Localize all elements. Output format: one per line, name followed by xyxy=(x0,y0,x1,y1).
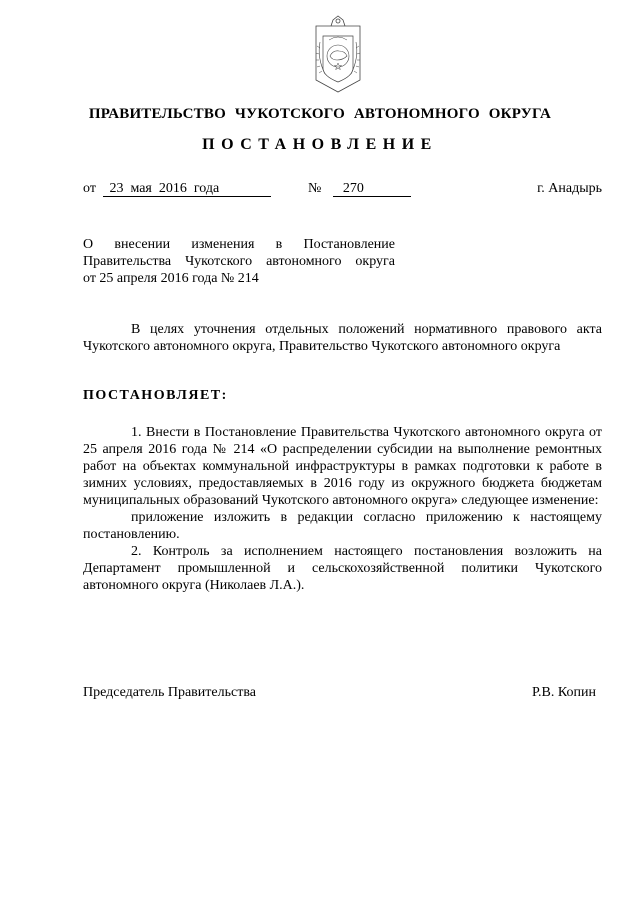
document-number: 270 xyxy=(333,181,411,197)
signature-name: Р.В. Копин xyxy=(532,685,596,700)
document-subject xyxy=(83,236,395,287)
number-row xyxy=(308,180,411,197)
document-place: г. Анадырь xyxy=(537,181,602,196)
item-1-subitem: приложение изложить в редакции согласно приложению к настоящему постановлению. xyxy=(83,510,602,542)
subject-line-1: О внесении изменения в Постановление xyxy=(83,237,395,252)
item-2: 2. Контроль за исполнением настоящего постановления возложить на Департамент промышленной и сельскохозяйственной политики Чукотского автономного округа (Николаев Л.А.). xyxy=(83,544,602,593)
date-row xyxy=(83,180,271,197)
item-1: 1. Внести в Постановление Правительства Чукотского автономного округа от 25 апреля 2016 года № 214 «О распределении субсидии на выполнение ремонтных работ на объектах коммунальной инфраструктуры в рамках подготовки к работе в зимних условиях, предоставляемых в 2016 году из окружного бюджета бюджетам муниципальных образований Чукотского автономного округа» следующее изменение: xyxy=(83,425,602,508)
from-label: от xyxy=(83,181,96,196)
signature-position: Председатель Правительства xyxy=(83,685,256,700)
resolves-heading: ПОСТАНОВЛЯЕТ: xyxy=(83,388,228,403)
government-title: ПРАВИТЕЛЬСТВО ЧУКОТСКОГО АВТОНОМНОГО ОКРУГА xyxy=(88,106,552,122)
preamble-text: В целях уточнения отдельных положений нормативного правового акта Чукотского автономного округа, Правительство Чукотского автономного округа xyxy=(83,322,602,354)
preamble xyxy=(83,321,602,355)
number-label: № xyxy=(308,181,322,196)
document-date: 23 мая 2016 года xyxy=(103,181,271,197)
document-type: ПОСТАНОВЛЕНИЕ xyxy=(202,136,438,153)
resolution-items xyxy=(83,424,602,594)
coat-of-arms-icon xyxy=(303,12,373,98)
subject-line-3: от 25 апреля 2016 года № 214 xyxy=(83,271,259,286)
subject-line-2: Правительства Чукотского автономного округа xyxy=(83,254,395,269)
